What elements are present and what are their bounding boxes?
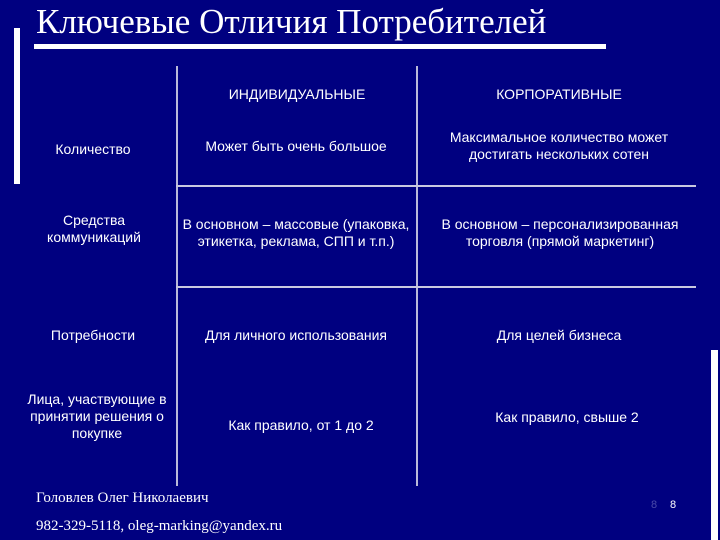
slide-number-faint: 8 <box>651 499 658 511</box>
table-divider-horizontal-1 <box>176 185 696 187</box>
row-label-quantity: Количество <box>55 140 131 157</box>
cell-needs-corporate: Для целей бизнеса <box>496 326 622 343</box>
title-underline <box>34 44 606 49</box>
table-divider-vertical-1 <box>176 66 178 486</box>
cell-needs-individual: Для личного использования <box>205 326 387 343</box>
column-header-individual: ИНДИВИДУАЛЬНЫЕ <box>228 85 366 102</box>
slide-title: Ключевые Отличия Потребителей <box>36 2 547 41</box>
column-header-corporate: КОРПОРАТИВНЫЕ <box>496 85 622 102</box>
cell-communications-corporate: В основном – персонализированная торговля (прямой маркетинг) <box>441 216 679 249</box>
footer-author: Головлев Олег Николаевич <box>36 490 209 506</box>
footer-contacts: 982-329-5118, oleg-marking@yandex.ru <box>36 518 283 534</box>
cell-quantity-corporate: Максимальное количество может достигать нескольких сотен <box>449 129 669 162</box>
right-accent-bar <box>711 350 718 540</box>
slide-number: 8 <box>670 499 677 511</box>
cell-decision-makers-corporate: Как правило, свыше 2 <box>495 408 639 425</box>
table-divider-horizontal-2 <box>176 286 696 288</box>
row-label-needs: Потребности <box>50 326 136 343</box>
cell-communications-individual: В основном – массовые (упаковка, этикетка, реклама, СПП и т.п.) <box>182 216 410 249</box>
row-label-communications: Средства коммуникаций <box>47 212 141 245</box>
cell-decision-makers-individual: Как правило, от 1 до 2 <box>228 416 374 433</box>
left-accent-bar <box>14 28 20 184</box>
row-label-decision-makers: Лица, участвующие в принятии решения о покупке <box>27 390 167 441</box>
cell-quantity-individual: Может быть очень большое <box>205 137 387 154</box>
